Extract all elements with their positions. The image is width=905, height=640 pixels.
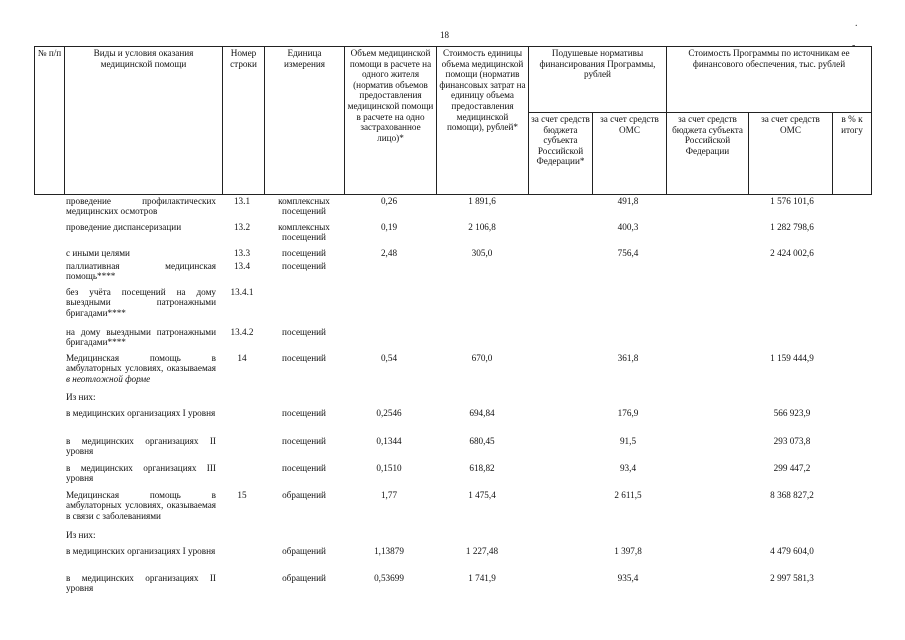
row-unit: посещений bbox=[282, 353, 326, 363]
header-name: Виды и условия оказания медицинской помощи bbox=[65, 47, 223, 195]
row-cost: 1 741,9 bbox=[468, 573, 496, 583]
row-volume: 0,1344 bbox=[376, 436, 402, 446]
header-norms-group: Подушевые нормативы финансирования Программы, рублей bbox=[529, 47, 667, 113]
row-name: на дому выездными патронажными бригадами**** bbox=[66, 327, 216, 348]
header-norm-oms: за счет средств ОМС bbox=[593, 113, 667, 195]
row-volume: 0,26 bbox=[380, 196, 398, 206]
row-fin-oms: 299 447,2 bbox=[773, 463, 811, 473]
row-fin-oms: 8 368 827,2 bbox=[770, 490, 814, 500]
row-name: в медицинских организациях I уровня bbox=[66, 546, 216, 556]
table-row bbox=[34, 287, 871, 327]
table-row bbox=[34, 327, 871, 353]
row-unit: обращений bbox=[282, 490, 326, 500]
row-name: без учёта посещений на дому выездными патронажными бригадами**** bbox=[66, 287, 216, 318]
row-name: в медицинских организациях III уровня bbox=[66, 463, 216, 484]
row-volume: 0,54 bbox=[380, 353, 398, 363]
row-norm-oms: 91,5 bbox=[619, 436, 637, 446]
row-norm-oms: 491,8 bbox=[617, 196, 639, 206]
row-unit: посещений bbox=[282, 261, 326, 271]
row-line: 13.4.2 bbox=[230, 327, 254, 337]
header-unit: Единица измерения bbox=[265, 47, 345, 195]
row-volume: 0,1510 bbox=[376, 463, 402, 473]
row-norm-oms: 176,9 bbox=[617, 408, 639, 418]
row-name: в медицинских организациях II уровня bbox=[66, 573, 216, 594]
row-unit: обращений bbox=[282, 573, 326, 583]
row-norm-oms: 2 611,5 bbox=[614, 490, 642, 500]
row-cost: 1 891,6 bbox=[468, 196, 496, 206]
row-line: 13.4 bbox=[233, 261, 251, 271]
table-row bbox=[34, 546, 871, 573]
row-line: 15 bbox=[237, 490, 247, 500]
corner-mark: . bbox=[855, 18, 858, 29]
table-row bbox=[34, 490, 871, 530]
row-unit: комплексных посещений bbox=[278, 196, 330, 217]
row-unit: посещений bbox=[282, 327, 326, 337]
row-norm-oms: 1 397,8 bbox=[614, 546, 642, 556]
row-fin-oms: 566 923,9 bbox=[773, 408, 811, 418]
row-cost: 680,45 bbox=[469, 436, 495, 446]
row-fin-oms: 2 997 581,3 bbox=[770, 573, 814, 583]
row-norm-oms: 93,4 bbox=[619, 463, 637, 473]
row-name: с иными целями bbox=[66, 248, 130, 258]
table-header bbox=[34, 46, 872, 195]
row-cost: 2 106,8 bbox=[468, 222, 496, 232]
row-fin-oms: 2 424 002,6 bbox=[770, 248, 814, 258]
row-name: проведение профилактических медицинских осмотров bbox=[66, 196, 216, 217]
row-norm-oms: 361,8 bbox=[617, 353, 639, 363]
header-norm-budget: за счет средств бюджета субъекта Российской Федерации* bbox=[529, 113, 593, 195]
header-sources-group: Стоимость Программы по источникам ее финансового обеспечения, тыс. рублей bbox=[667, 47, 872, 113]
header-cost: Стоимость единицы объема медицинской помощи (норматив финансовых затрат на единицу объема предоставления медицинской помощи), рублей* bbox=[437, 47, 529, 195]
table-body bbox=[34, 196, 871, 599]
table-row bbox=[34, 408, 871, 436]
row-name: Из них: bbox=[66, 530, 96, 540]
row-volume: 2,48 bbox=[380, 248, 398, 258]
row-cost: 670,0 bbox=[471, 353, 493, 363]
table-row bbox=[34, 248, 871, 261]
row-line: 14 bbox=[237, 353, 247, 363]
row-cost: 1 475,4 bbox=[468, 490, 496, 500]
table-row bbox=[34, 392, 871, 408]
row-norm-oms: 935,4 bbox=[617, 573, 639, 583]
row-norm-oms: 756,4 bbox=[617, 248, 639, 258]
header-src-oms: за счет средств ОМС bbox=[749, 113, 833, 195]
header-line: Номер строки bbox=[223, 47, 265, 195]
row-name: паллиативная медицинская помощь**** bbox=[66, 261, 216, 282]
header-src-budget: за счет средств бюджета субъекта Российской Федерации bbox=[667, 113, 749, 195]
row-fin-oms: 293 073,8 bbox=[773, 436, 811, 446]
row-fin-oms: 1 159 444,9 bbox=[770, 353, 814, 363]
row-unit: посещений bbox=[282, 436, 326, 446]
table-row bbox=[34, 573, 871, 599]
row-name: Медицинская помощь в амбулаторных условиях, оказываемая в связи с заболеваниями bbox=[66, 490, 216, 521]
corner-mark: - bbox=[852, 40, 856, 51]
table-row bbox=[34, 463, 871, 490]
row-line: 13.3 bbox=[233, 248, 251, 258]
row-name: проведение диспансеризации bbox=[66, 222, 182, 232]
table-row bbox=[34, 436, 871, 463]
row-cost: 618,82 bbox=[469, 463, 495, 473]
row-cost: 305,0 bbox=[471, 248, 493, 258]
row-line: 13.1 bbox=[233, 196, 251, 206]
table-row bbox=[34, 261, 871, 287]
row-name: Из них: bbox=[66, 392, 96, 402]
header-num: № п/п bbox=[35, 47, 65, 195]
row-unit: посещений bbox=[282, 408, 326, 418]
row-unit: комплексных посещений bbox=[278, 222, 330, 243]
row-volume: 0,2546 bbox=[376, 408, 402, 418]
header-src-pct: в % к итогу bbox=[833, 113, 872, 195]
row-name: в медицинских организациях I уровня bbox=[66, 408, 216, 418]
row-unit: обращений bbox=[282, 546, 326, 556]
row-volume: 0,19 bbox=[380, 222, 398, 232]
row-volume: 0,53699 bbox=[374, 573, 404, 583]
row-norm-oms: 400,3 bbox=[617, 222, 639, 232]
row-fin-oms: 4 479 604,0 bbox=[770, 546, 814, 556]
table-row bbox=[34, 222, 871, 248]
row-fin-oms: 1 282 798,6 bbox=[770, 222, 814, 232]
page-number: 18 bbox=[440, 30, 449, 40]
row-volume: 1,77 bbox=[380, 490, 398, 500]
row-unit: посещений bbox=[282, 248, 326, 258]
row-line: 13.2 bbox=[233, 222, 251, 232]
row-fin-oms: 1 576 101,6 bbox=[770, 196, 814, 206]
row-volume: 1,13879 bbox=[374, 546, 404, 556]
table-row bbox=[34, 353, 871, 392]
row-cost: 694,84 bbox=[469, 408, 495, 418]
row-line: 13.4.1 bbox=[230, 287, 254, 297]
row-name: в медицинских организациях II уровня bbox=[66, 436, 216, 457]
row-name: Медицинская помощь в амбулаторных условиях, оказываемая в неотложной форме bbox=[66, 353, 216, 384]
table-row bbox=[34, 530, 871, 546]
row-unit: посещений bbox=[282, 463, 326, 473]
header-volume: Объем медицинской помощи в расчете на одного жителя (норматив объемов предоставления медицинской помощи в расчете на одно застрахованное лицо)* bbox=[345, 47, 437, 195]
row-cost: 1 227,48 bbox=[465, 546, 499, 556]
table-row bbox=[34, 196, 871, 222]
